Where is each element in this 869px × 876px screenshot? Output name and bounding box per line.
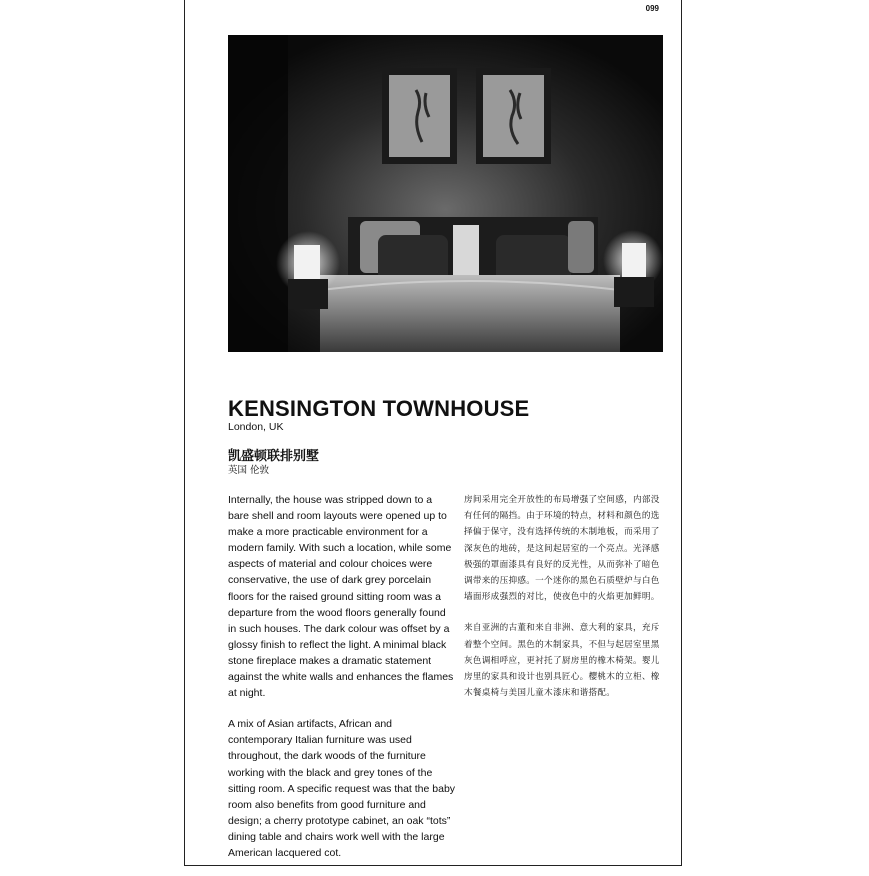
article-title: KENSINGTON TOWNHOUSE [228,396,530,421]
english-paragraph: A mix of Asian artifacts, African and contemporary Italian furniture was used throughout, the dark woods of the furniture working with the black and grey tones of the sitting room. A specific request was that the baby room also benefits from good furniture and design; a cherry prototype cabinet, an oak “tots” dining table and chairs work well with the large American lacquered cot. [228,718,456,859]
chinese-text-column [464,492,664,716]
english-text-column [228,492,456,876]
english-paragraph: Internally, the house was stripped down to a bare shell and room layouts were opened up to make a more practicable environment for a modern family. With such a location, while some aspects of material and colour choices were conservative, the use of dark grey porcelain floors for the raised ground sitting room was a departure from the wood floors generally found in such houses. The dark colour was offset by a glossy finish to reflect the light. A minimal black stone fireplace makes a dramatic statement against the white walls and enhances the flames at night. [228,494,454,700]
article-title-cn: 凯盛顿联排别墅 [228,449,320,464]
book-page [184,0,682,866]
page-number: 099 [645,4,659,13]
bedroom-photo-illustration [228,35,663,352]
chinese-paragraph: 来自亚洲的古董和来自非洲、意大利的家具，充斥着整个空间。黑色的木制家具，不但与起居室里黑灰色调相呼应，更衬托了厨房里的橡木椅架。婴儿房里的家具和设计也别具匠心。樱桃木的立柜、橡木餐桌椅与美国儿童木漆床和谐搭配。 [464,623,660,699]
article-location-cn: 英国 伦敦 [228,465,270,476]
chinese-paragraph: 房间采用完全开放性的布局增强了空间感，内部没有任何的隔挡。由于环境的特点，材料和颜色的选择偏于保守，没有选择传统的木制地板，而采用了深灰色的地砖，是这间起居室的一个亮点。光泽感极强的罩面漆具有良好的反光性，从而弥补了暗色调带来的压抑感。一个迷你的黑色石质壁炉与白色墙面形成强烈的对比，使夜色中的火焰更加鲜明。 [464,495,660,603]
bedroom-photo [228,35,663,352]
article-location: London, UK [228,421,284,433]
